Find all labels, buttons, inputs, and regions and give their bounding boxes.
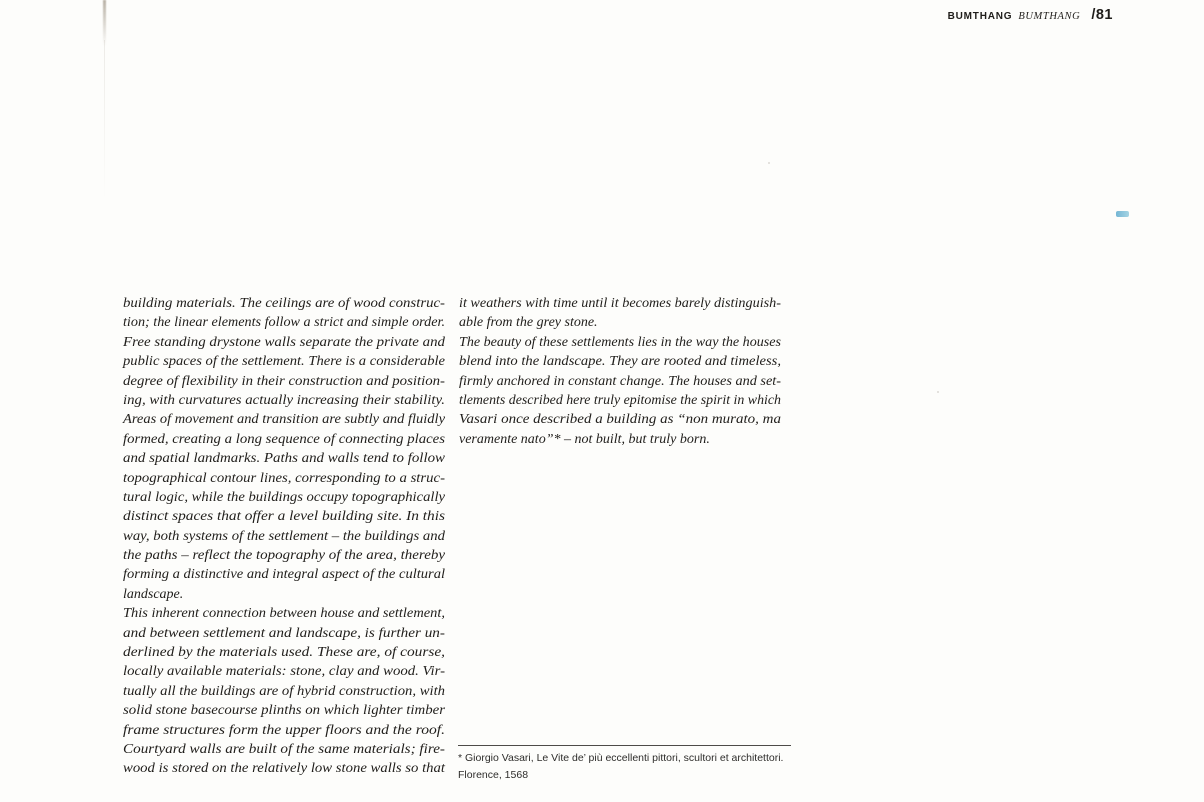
scan-speck bbox=[768, 162, 770, 164]
page-number: /81 bbox=[1091, 7, 1113, 23]
text-line: building materials. The ceilings are of wood construc- bbox=[123, 296, 445, 311]
text-line: degree of flexibility in their construction and position- bbox=[123, 373, 445, 389]
text-line: Areas of movement and transition are subtly and fluidly bbox=[123, 412, 445, 428]
text-line: blend into the landscape. They are rooted and timeless, bbox=[459, 354, 781, 370]
footnote-citation-place-year: Florence, 1568 bbox=[458, 768, 529, 781]
text-line: derlined by the materials used. These are, of course, bbox=[123, 645, 445, 661]
text-line: wood is stored on the relatively low stone walls so that bbox=[123, 761, 445, 777]
footnote bbox=[458, 745, 791, 783]
chapter-title: BUMTHANG bbox=[947, 11, 1013, 22]
chapter-title-italic: BUMTHANG bbox=[1018, 11, 1081, 22]
text-line: forming a distinctive and integral aspect of the cultural bbox=[123, 567, 445, 583]
text-line: way, both systems of the settlement – the buildings and bbox=[123, 528, 445, 544]
scan-speck bbox=[937, 391, 939, 393]
footnote-citation: * Giorgio Vasari, Le Vite de’ più eccellenti pittori, scultori et architettori. bbox=[458, 752, 784, 764]
text-line: and between settlement and landscape, is further un- bbox=[123, 625, 445, 641]
text-line: This inherent connection between house and settlement, bbox=[123, 606, 445, 622]
text-line: Courtyard walls are built of the same materials; fire- bbox=[123, 741, 445, 757]
text-line: locally available materials: stone, clay and wood. Vir- bbox=[123, 664, 445, 680]
running-header bbox=[948, 7, 1113, 23]
text-line: The beauty of these settlements lies in the way the houses bbox=[459, 334, 781, 350]
text-line: firmly anchored in constant change. The houses and set- bbox=[459, 373, 781, 389]
text-line: and spatial landmarks. Paths and walls tend to follow bbox=[123, 451, 445, 467]
text-line: it weathers with time until it becomes barely distinguish- bbox=[459, 296, 781, 311]
blue-scan-mark bbox=[1116, 211, 1129, 217]
text-line: frame structures form the upper floors and the roof. bbox=[123, 722, 446, 738]
text-line: Vasari once described a building as “non murato, ma bbox=[459, 412, 781, 428]
text-line: topographical contour lines, corresponding to a struc- bbox=[123, 470, 445, 486]
text-column-left bbox=[123, 294, 445, 779]
text-line: distinct spaces that offer a level building site. In this bbox=[123, 509, 445, 525]
text-line: veramente nato”* – not built, but truly born. bbox=[459, 431, 710, 447]
text-line: tlements described here truly epitomise the spirit in which bbox=[459, 392, 781, 408]
text-line: tually all the buildings are of hybrid construction, with bbox=[123, 683, 445, 699]
text-line: ing, with curvatures actually increasing their stability. bbox=[123, 392, 445, 408]
text-column-right bbox=[459, 294, 781, 449]
text-line: able from the grey stone. bbox=[459, 315, 598, 331]
text-line: the paths – reflect the topography of the area, thereby bbox=[123, 548, 445, 564]
text-line: Free standing drystone walls separate the private and bbox=[123, 334, 445, 350]
text-line: formed, creating a long sequence of connecting places bbox=[123, 431, 445, 447]
footnote-divider bbox=[458, 745, 791, 746]
text-line: tion; the linear elements follow a strict and simple order. bbox=[123, 315, 445, 331]
page-gutter-edge-fade bbox=[104, 40, 105, 200]
text-line: landscape. bbox=[123, 586, 184, 602]
text-line: tural logic, while the buildings occupy topographically bbox=[123, 489, 446, 505]
text-line: public spaces of the settlement. There is a considerable bbox=[123, 354, 445, 370]
text-line: solid stone basecourse plinths on which lighter timber bbox=[123, 703, 445, 719]
